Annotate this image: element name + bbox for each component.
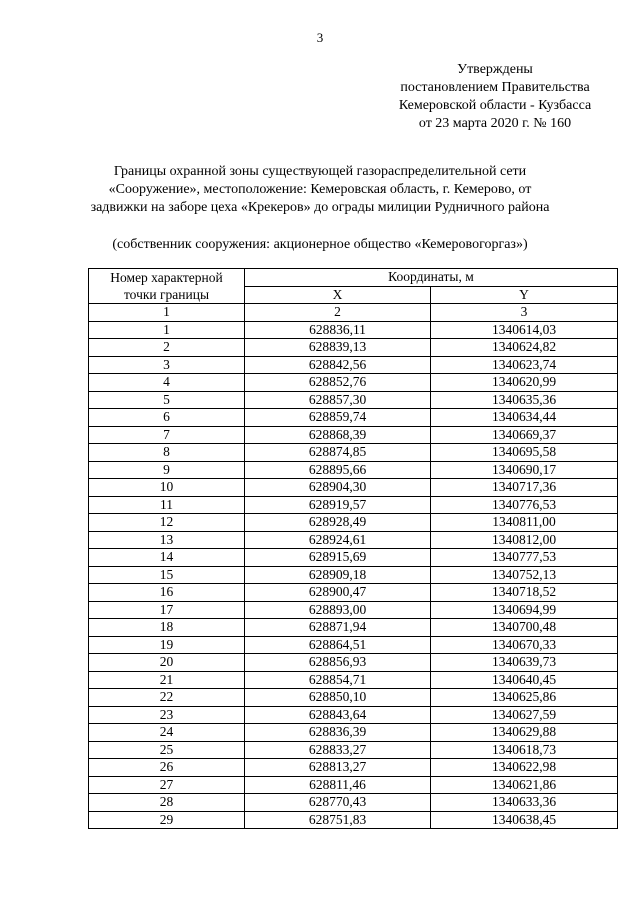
point-number-cell: 6 [89, 409, 245, 427]
x-coordinate-cell: 628811,46 [245, 776, 431, 794]
y-coordinate-cell: 1340669,37 [431, 426, 618, 444]
table-row [89, 706, 618, 724]
x-coordinate-cell: 628751,83 [245, 811, 431, 829]
y-coordinate-cell: 1340640,45 [431, 671, 618, 689]
title-line: «Сооружение», местоположение: Кемеровская область, г. Кемерово, от [108, 182, 532, 197]
header-coordinates: Координаты, м [245, 269, 618, 287]
column-number: 3 [431, 304, 618, 322]
table-row [89, 584, 618, 602]
header-point-line: точки границы [123, 287, 210, 302]
table-row [89, 811, 618, 829]
table-body [89, 321, 618, 829]
point-number-cell: 26 [89, 759, 245, 777]
approval-line: от 23 марта 2020 г. № 160 [418, 116, 572, 131]
point-number-cell: 29 [89, 811, 245, 829]
y-coordinate-cell: 1340777,53 [431, 549, 618, 567]
x-coordinate-cell: 628843,64 [245, 706, 431, 724]
x-coordinate-cell: 628900,47 [245, 584, 431, 602]
y-coordinate-cell: 1340700,48 [431, 619, 618, 637]
point-number-cell: 27 [89, 776, 245, 794]
y-coordinate-cell: 1340623,74 [431, 356, 618, 374]
x-coordinate-cell: 628904,30 [245, 479, 431, 497]
table-row [89, 514, 618, 532]
x-coordinate-cell: 628842,56 [245, 356, 431, 374]
column-number: 2 [245, 304, 431, 322]
table-row [89, 619, 618, 637]
y-coordinate-cell: 1340633,36 [431, 794, 618, 812]
point-number-cell: 9 [89, 461, 245, 479]
point-number-cell: 18 [89, 619, 245, 637]
x-coordinate-cell: 628893,00 [245, 601, 431, 619]
y-coordinate-cell: 1340625,86 [431, 689, 618, 707]
point-number-cell: 24 [89, 724, 245, 742]
x-coordinate-cell: 628852,76 [245, 374, 431, 392]
table-row [89, 461, 618, 479]
header-point-number [89, 269, 245, 304]
approval-line: Кемеровской области - Кузбасса [398, 98, 592, 113]
y-coordinate-cell: 1340718,52 [431, 584, 618, 602]
y-coordinate-cell: 1340694,99 [431, 601, 618, 619]
x-coordinate-cell: 628859,74 [245, 409, 431, 427]
document-title [30, 163, 610, 217]
point-number-cell: 13 [89, 531, 245, 549]
point-number-cell: 20 [89, 654, 245, 672]
y-coordinate-cell: 1340624,82 [431, 339, 618, 357]
header-x: X [245, 286, 431, 304]
x-coordinate-cell: 628854,71 [245, 671, 431, 689]
table-row [89, 566, 618, 584]
approval-line: Утверждены [457, 62, 533, 77]
table-row [89, 601, 618, 619]
y-coordinate-cell: 1340695,58 [431, 444, 618, 462]
table-row [89, 496, 618, 514]
point-number-cell: 21 [89, 671, 245, 689]
x-coordinate-cell: 628850,10 [245, 689, 431, 707]
y-coordinate-cell: 1340621,86 [431, 776, 618, 794]
point-number-cell: 4 [89, 374, 245, 392]
y-coordinate-cell: 1340776,53 [431, 496, 618, 514]
table-row [89, 409, 618, 427]
y-coordinate-cell: 1340620,99 [431, 374, 618, 392]
y-coordinate-cell: 1340629,88 [431, 724, 618, 742]
x-coordinate-cell: 628924,61 [245, 531, 431, 549]
table-row [89, 724, 618, 742]
table-row [89, 794, 618, 812]
point-number-cell: 1 [89, 321, 245, 339]
table-row [89, 776, 618, 794]
y-coordinate-cell: 1340622,98 [431, 759, 618, 777]
table-row [89, 426, 618, 444]
table-row [89, 689, 618, 707]
title-line: задвижки на заборе цеха «Крекеров» до ограды милиции Рудничного района [90, 200, 550, 215]
x-coordinate-cell: 628857,30 [245, 391, 431, 409]
point-number-cell: 3 [89, 356, 245, 374]
point-number-cell: 5 [89, 391, 245, 409]
x-coordinate-cell: 628895,66 [245, 461, 431, 479]
table-row [89, 444, 618, 462]
header-y: Y [431, 286, 618, 304]
y-coordinate-cell: 1340717,36 [431, 479, 618, 497]
y-coordinate-cell: 1340812,00 [431, 531, 618, 549]
x-coordinate-cell: 628868,39 [245, 426, 431, 444]
header-point-line: Номер характерной [110, 270, 223, 285]
column-number: 1 [89, 304, 245, 322]
point-number-cell: 2 [89, 339, 245, 357]
table-row [89, 321, 618, 339]
point-number-cell: 23 [89, 706, 245, 724]
y-coordinate-cell: 1340811,00 [431, 514, 618, 532]
table-row [89, 636, 618, 654]
table-row [89, 374, 618, 392]
point-number-cell: 12 [89, 514, 245, 532]
table-row [89, 759, 618, 777]
y-coordinate-cell: 1340614,03 [431, 321, 618, 339]
point-number-cell: 14 [89, 549, 245, 567]
y-coordinate-cell: 1340752,13 [431, 566, 618, 584]
y-coordinate-cell: 1340618,73 [431, 741, 618, 759]
x-coordinate-cell: 628836,11 [245, 321, 431, 339]
point-number-cell: 7 [89, 426, 245, 444]
owner-note: (собственник сооружения: акционерное общество «Кемеровогоргаз») [112, 237, 528, 252]
point-number-cell: 25 [89, 741, 245, 759]
approval-block [380, 61, 610, 133]
y-coordinate-cell: 1340670,33 [431, 636, 618, 654]
y-coordinate-cell: 1340690,17 [431, 461, 618, 479]
point-number-cell: 10 [89, 479, 245, 497]
x-coordinate-cell: 628871,94 [245, 619, 431, 637]
x-coordinate-cell: 628909,18 [245, 566, 431, 584]
table-row [89, 391, 618, 409]
y-coordinate-cell: 1340639,73 [431, 654, 618, 672]
table-row [89, 479, 618, 497]
point-number-cell: 22 [89, 689, 245, 707]
x-coordinate-cell: 628833,27 [245, 741, 431, 759]
x-coordinate-cell: 628839,13 [245, 339, 431, 357]
point-number-cell: 15 [89, 566, 245, 584]
page-number: 3 [316, 30, 324, 45]
y-coordinate-cell: 1340638,45 [431, 811, 618, 829]
table-row [89, 531, 618, 549]
point-number-cell: 8 [89, 444, 245, 462]
title-line: Границы охранной зоны существующей газораспределительной сети [113, 164, 527, 179]
point-number-cell: 16 [89, 584, 245, 602]
approval-line: постановлением Правительства [400, 80, 590, 95]
table-row [89, 671, 618, 689]
x-coordinate-cell: 628915,69 [245, 549, 431, 567]
point-number-cell: 17 [89, 601, 245, 619]
coordinates-table [88, 268, 618, 829]
x-coordinate-cell: 628813,27 [245, 759, 431, 777]
x-coordinate-cell: 628919,57 [245, 496, 431, 514]
table-row [89, 549, 618, 567]
x-coordinate-cell: 628864,51 [245, 636, 431, 654]
table-row [89, 654, 618, 672]
table-row [89, 339, 618, 357]
y-coordinate-cell: 1340635,36 [431, 391, 618, 409]
y-coordinate-cell: 1340634,44 [431, 409, 618, 427]
y-coordinate-cell: 1340627,59 [431, 706, 618, 724]
x-coordinate-cell: 628856,93 [245, 654, 431, 672]
point-number-cell: 19 [89, 636, 245, 654]
x-coordinate-cell: 628770,43 [245, 794, 431, 812]
table-row [89, 356, 618, 374]
table-row [89, 741, 618, 759]
point-number-cell: 11 [89, 496, 245, 514]
x-coordinate-cell: 628836,39 [245, 724, 431, 742]
point-number-cell: 28 [89, 794, 245, 812]
x-coordinate-cell: 628874,85 [245, 444, 431, 462]
x-coordinate-cell: 628928,49 [245, 514, 431, 532]
